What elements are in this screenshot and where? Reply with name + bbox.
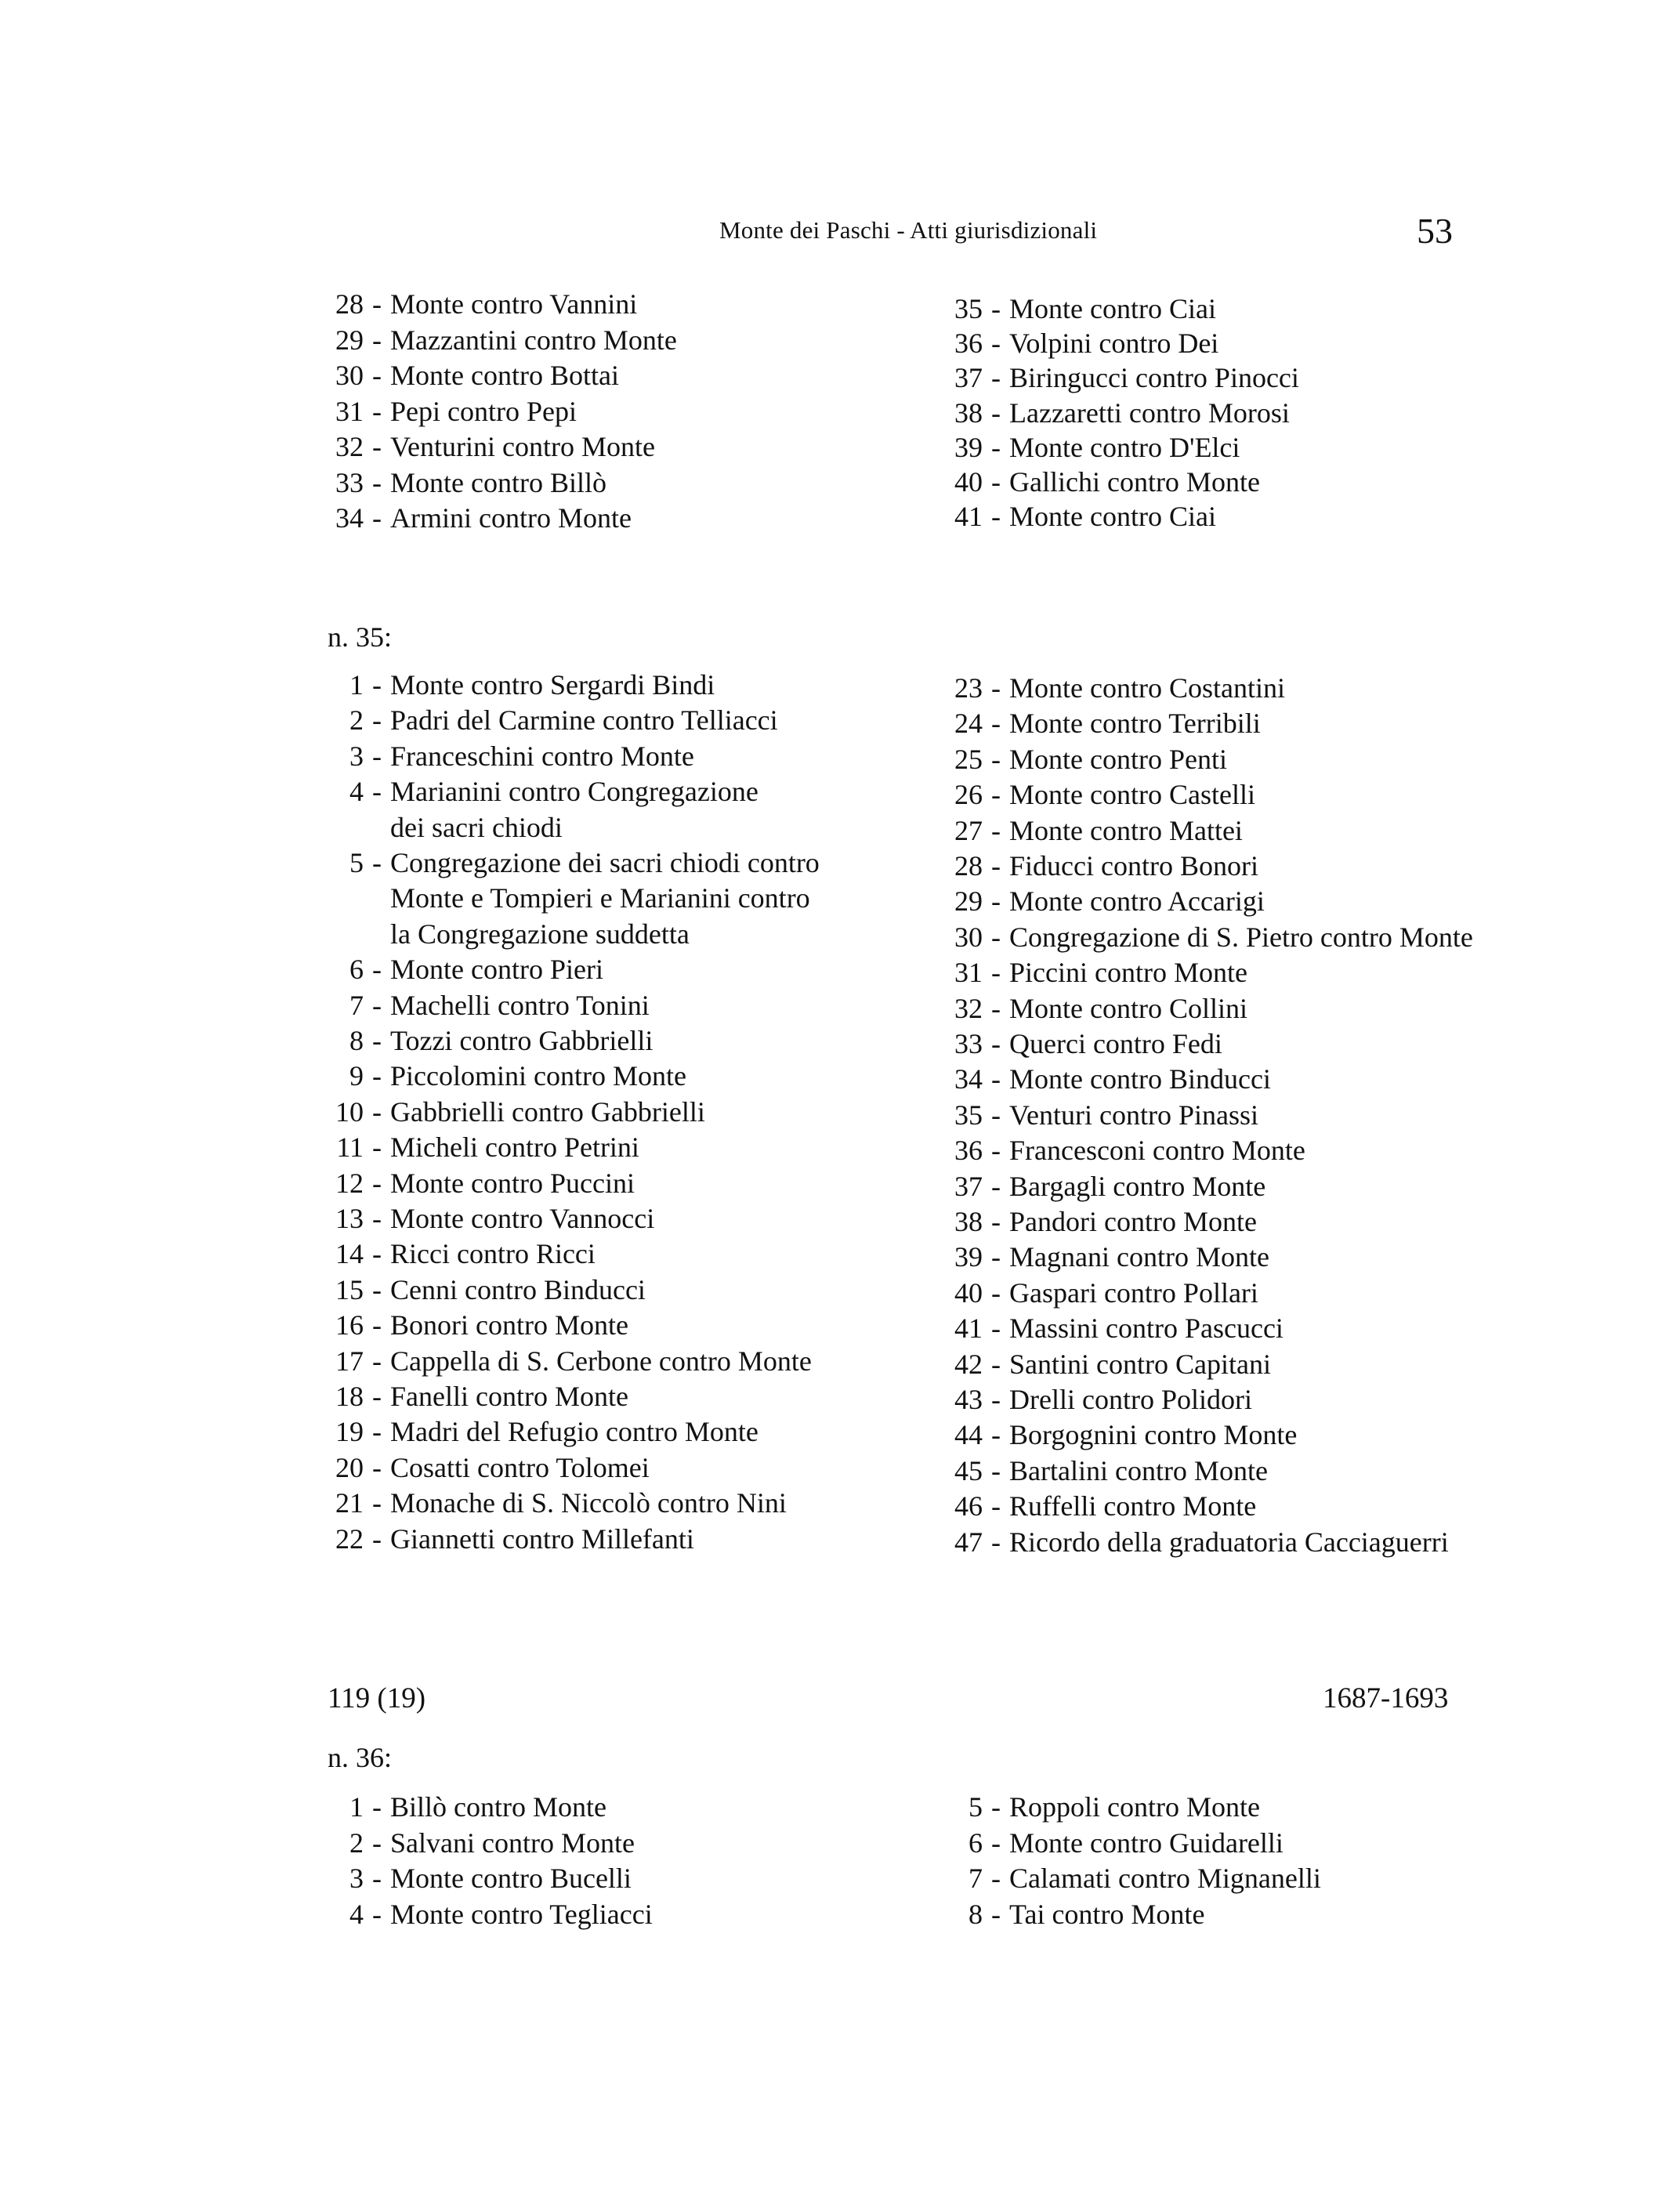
section-35-label: n. 35: [328, 621, 393, 653]
list-item [328, 1201, 654, 1237]
item-dash: - [372, 360, 382, 391]
list-item [328, 1486, 787, 1522]
item-text: Ruffelli contro Monte [1009, 1490, 1257, 1522]
list-item [947, 1311, 1284, 1347]
item-dash: - [991, 1099, 1001, 1131]
item-number: 36 [954, 1135, 983, 1167]
list-item [328, 1308, 628, 1344]
item-text: Volpini contro Dei [1009, 328, 1219, 360]
list-item [947, 396, 1290, 432]
item-dash: - [372, 1451, 382, 1483]
item-text: Monte contro Terribili [1009, 708, 1261, 740]
item-dash: - [372, 1238, 382, 1270]
item-dash: - [991, 1384, 1001, 1415]
item-text: Armini contro Monte [390, 502, 632, 534]
item-number: 43 [954, 1384, 983, 1415]
item-number: 33 [954, 1028, 983, 1059]
item-text: Monte contro Sergardi Bindi [390, 669, 715, 701]
item-dash: - [372, 431, 382, 462]
list-item [947, 291, 1216, 328]
item-number: 31 [335, 395, 364, 427]
list-item [947, 1790, 1260, 1826]
item-text: Micheli contro Petrini [390, 1131, 639, 1164]
item-number: 18 [335, 1381, 364, 1412]
volume-id: 119 (19) [328, 1682, 426, 1714]
item-text: Venturi contro Pinassi [1009, 1099, 1258, 1131]
list-item [328, 739, 694, 775]
item-number: 30 [335, 360, 364, 391]
item-number: 24 [954, 708, 983, 740]
item-text: la Congregazione suddetta [390, 918, 690, 950]
item-number: 4 [349, 776, 364, 808]
item-number: 33 [335, 466, 364, 498]
list-item [947, 1826, 1284, 1862]
list-item [947, 1169, 1265, 1205]
list-item [947, 1417, 1297, 1454]
list-item [328, 501, 632, 537]
item-text: Ricordo della graduatoria Cacciaguerri [1009, 1526, 1449, 1558]
list-item [328, 1379, 628, 1415]
item-text: Monte contro Mattei [1009, 814, 1243, 846]
item-text: Salvani contro Monte [390, 1827, 635, 1859]
item-dash: - [372, 1167, 382, 1199]
item-number: 34 [335, 502, 364, 534]
list-item [947, 326, 1218, 362]
item-text: Magnani contro Monte [1009, 1241, 1269, 1273]
list-item [328, 394, 577, 430]
running-head: Monte dei Paschi - Atti giurisdizionali [719, 216, 1098, 244]
item-number: 6 [349, 954, 364, 986]
list-item [947, 1204, 1257, 1240]
list-item [947, 1897, 1204, 1933]
item-number: 9 [349, 1060, 364, 1092]
item-number: 25 [954, 743, 983, 775]
list-item [328, 845, 820, 882]
item-text: Monte contro Puccini [390, 1167, 635, 1199]
item-dash: - [372, 1309, 382, 1341]
item-text: Drelli contro Polidori [1009, 1384, 1252, 1415]
item-text: Gaspari contro Pollari [1009, 1276, 1258, 1309]
section-36-label: n. 36: [328, 1742, 393, 1773]
list-item [947, 1062, 1271, 1098]
list-item [947, 1347, 1271, 1383]
list-item [328, 1130, 639, 1166]
item-dash: - [372, 954, 382, 986]
item-text: Borgognini contro Monte [1009, 1419, 1298, 1451]
item-number: 23 [954, 672, 983, 704]
item-text: Fanelli contro Monte [390, 1381, 628, 1412]
item-dash: - [991, 885, 1001, 918]
item-text: Franceschini contro Monte [390, 740, 694, 772]
item-dash: - [372, 1487, 382, 1519]
item-dash: - [991, 396, 1001, 429]
list-item [328, 1023, 653, 1059]
item-text: Biringucci contro Pinocci [1009, 362, 1299, 394]
item-dash: - [991, 743, 1001, 775]
item-text: Monte contro Billò [390, 466, 606, 498]
item-dash: - [991, 1312, 1001, 1345]
list-item [328, 1166, 635, 1202]
item-number: 12 [335, 1167, 364, 1199]
item-dash: - [991, 501, 1001, 533]
list-item [947, 1382, 1252, 1418]
item-dash: - [372, 502, 382, 534]
item-number: 5 [349, 847, 364, 878]
list-item [947, 465, 1260, 501]
item-number: 21 [335, 1487, 364, 1519]
item-number: 3 [349, 740, 364, 772]
item-text: Monte contro Bottai [390, 360, 619, 391]
list-item [947, 991, 1247, 1027]
item-text: Ricci contro Ricci [390, 1238, 596, 1270]
item-text: Roppoli contro Monte [1009, 1791, 1260, 1823]
item-text: dei sacri chiodi [390, 811, 563, 843]
item-text: Piccini contro Monte [1009, 957, 1247, 989]
item-text: Monte e Tompieri e Marianini contro [390, 882, 810, 914]
item-number: 8 [349, 1025, 364, 1056]
list-item [947, 1454, 1268, 1490]
item-dash: - [991, 814, 1001, 846]
list-item [947, 849, 1258, 885]
item-dash: - [372, 1863, 382, 1894]
item-text: Calamati contro Mignanelli [1009, 1863, 1321, 1894]
item-number: 40 [954, 1276, 983, 1309]
item-dash: - [991, 1241, 1001, 1273]
item-text: Gallichi contro Monte [1009, 466, 1260, 498]
list-item [328, 429, 655, 465]
item-dash: - [372, 1791, 382, 1823]
item-text: Massini contro Pascucci [1009, 1312, 1284, 1345]
item-text: Monte contro Vannini [390, 288, 638, 320]
item-dash: - [372, 1381, 382, 1412]
item-text: Fiducci contro Bonori [1009, 850, 1258, 882]
item-dash: - [372, 288, 382, 320]
item-dash: - [372, 1025, 382, 1056]
item-dash: - [372, 1131, 382, 1164]
item-text: Madri del Refugio contro Monte [390, 1416, 759, 1448]
list-item [947, 742, 1227, 778]
list-item [328, 881, 810, 917]
item-text: Congregazione di S. Pietro contro Monte [1009, 921, 1473, 953]
item-number: 2 [349, 704, 364, 737]
list-item [947, 1861, 1321, 1897]
item-text: Monte contro Ciai [1009, 293, 1216, 324]
item-text: Lazzaretti contro Morosi [1009, 396, 1290, 429]
item-dash: - [991, 1419, 1001, 1451]
item-text: Monte contro Pieri [390, 954, 603, 986]
item-text: Pepi contro Pepi [390, 395, 577, 427]
item-dash: - [991, 1028, 1001, 1059]
list-item [328, 1059, 686, 1095]
item-dash: - [372, 1522, 382, 1555]
item-text: Monte contro Vannocci [390, 1203, 655, 1234]
list-item [947, 499, 1216, 535]
item-dash: - [991, 1827, 1001, 1859]
item-dash: - [991, 921, 1001, 953]
item-dash: - [991, 850, 1001, 882]
item-number: 29 [335, 324, 364, 356]
item-number: 32 [335, 431, 364, 462]
item-number: 7 [349, 989, 364, 1021]
item-number: 26 [954, 779, 983, 811]
item-number: 17 [335, 1345, 364, 1377]
list-item [328, 952, 603, 988]
list-item [328, 668, 715, 704]
list-item [947, 671, 1285, 707]
item-number: 19 [335, 1416, 364, 1448]
item-number: 36 [954, 328, 983, 360]
item-text: Piccolomini contro Monte [390, 1060, 686, 1092]
item-dash: - [372, 1827, 382, 1859]
item-text: Monte contro Ciai [1009, 501, 1216, 533]
list-item [328, 1414, 759, 1450]
list-item [328, 703, 778, 739]
list-item [328, 287, 637, 323]
list-item [328, 1522, 694, 1558]
item-dash: - [991, 1863, 1001, 1894]
item-number: 3 [349, 1863, 364, 1894]
item-number: 44 [954, 1419, 983, 1451]
page-number: 53 [1417, 211, 1453, 251]
item-dash: - [372, 669, 382, 701]
item-text: Machelli contro Tonini [390, 989, 650, 1021]
list-item [328, 358, 619, 394]
item-number: 30 [954, 921, 983, 953]
item-dash: - [372, 1060, 382, 1092]
item-dash: - [991, 1490, 1001, 1522]
item-dash: - [991, 992, 1001, 1024]
item-number: 32 [954, 992, 983, 1024]
item-number: 1 [349, 669, 364, 701]
item-number: 45 [954, 1454, 983, 1486]
item-text: Monte contro Castelli [1009, 779, 1255, 811]
list-item [328, 323, 677, 359]
item-text: Monte contro Penti [1009, 743, 1227, 775]
list-item [328, 810, 563, 846]
item-text: Tozzi contro Gabbrielli [390, 1025, 654, 1056]
item-text: Monte contro Costantini [1009, 672, 1285, 704]
item-number: 46 [954, 1490, 983, 1522]
item-dash: - [372, 704, 382, 737]
item-dash: - [991, 466, 1001, 498]
item-text: Monte contro D'Elci [1009, 431, 1240, 463]
item-dash: - [991, 1791, 1001, 1823]
list-item [328, 1826, 635, 1862]
item-dash: - [372, 1203, 382, 1234]
item-dash: - [991, 1526, 1001, 1558]
item-number: 28 [954, 850, 983, 882]
item-text: Bartalini contro Monte [1009, 1454, 1268, 1486]
item-text: Bargagli contro Monte [1009, 1170, 1266, 1202]
item-text: Giannetti contro Millefanti [390, 1522, 694, 1555]
list-item [947, 955, 1247, 991]
item-number: 15 [335, 1273, 364, 1305]
item-number: 39 [954, 431, 983, 463]
item-dash: - [372, 1898, 382, 1930]
item-number: 34 [954, 1063, 983, 1095]
item-number: 38 [954, 396, 983, 429]
item-dash: - [372, 1273, 382, 1305]
item-dash: - [372, 740, 382, 772]
list-item [947, 1240, 1269, 1276]
item-text: Venturini contro Monte [390, 431, 655, 462]
item-text: Querci contro Fedi [1009, 1028, 1222, 1059]
item-dash: - [991, 1898, 1001, 1930]
item-text: Cosatti contro Tolomei [390, 1451, 650, 1483]
item-dash: - [991, 431, 1001, 463]
item-dash: - [991, 708, 1001, 740]
list-item [947, 706, 1261, 742]
volume-years: 1687-1693 [1323, 1682, 1449, 1714]
item-number: 37 [954, 1170, 983, 1202]
list-item [947, 777, 1255, 813]
list-item [947, 1026, 1222, 1063]
item-number: 2 [349, 1827, 364, 1859]
item-number: 16 [335, 1309, 364, 1341]
list-item [328, 917, 690, 953]
item-text: Santini contro Capitani [1009, 1348, 1271, 1380]
item-number: 4 [349, 1898, 364, 1930]
item-number: 38 [954, 1206, 983, 1237]
list-item [947, 1098, 1258, 1134]
item-dash: - [991, 328, 1001, 360]
item-dash: - [991, 1063, 1001, 1095]
item-number: 5 [969, 1791, 983, 1823]
item-text: Marianini contro Congregazione [390, 776, 759, 808]
item-number: 41 [954, 1312, 983, 1345]
list-item [328, 1236, 596, 1273]
item-number: 42 [954, 1348, 983, 1380]
item-number: 6 [969, 1827, 983, 1859]
list-item [947, 813, 1243, 849]
item-text: Padri del Carmine contro Telliacci [390, 704, 778, 737]
item-dash: - [991, 1170, 1001, 1202]
item-dash: - [991, 1206, 1001, 1237]
list-item [328, 1450, 650, 1486]
item-dash: - [991, 1348, 1001, 1380]
item-number: 10 [335, 1095, 364, 1128]
item-number: 37 [954, 362, 983, 394]
item-dash: - [372, 989, 382, 1021]
list-item [947, 430, 1240, 466]
item-text: Monte contro Collini [1009, 992, 1247, 1024]
item-dash: - [372, 1095, 382, 1128]
item-number: 1 [349, 1791, 364, 1823]
item-dash: - [991, 293, 1001, 324]
item-dash: - [991, 779, 1001, 811]
list-item [328, 1897, 653, 1933]
list-item [328, 1344, 812, 1380]
item-text: Monte contro Guidarelli [1009, 1827, 1284, 1859]
list-item [947, 920, 1473, 956]
item-number: 7 [969, 1863, 983, 1894]
item-text: Congregazione dei sacri chiodi contro [390, 847, 820, 878]
list-item [328, 774, 759, 810]
item-dash: - [372, 1345, 382, 1377]
item-text: Gabbrielli contro Gabbrielli [390, 1095, 705, 1128]
item-text: Billò contro Monte [390, 1791, 606, 1823]
list-item [328, 1095, 705, 1131]
item-number: 40 [954, 466, 983, 498]
item-dash: - [991, 672, 1001, 704]
item-dash: - [991, 362, 1001, 394]
item-number: 13 [335, 1203, 364, 1234]
item-number: 27 [954, 814, 983, 846]
item-number: 20 [335, 1451, 364, 1483]
item-number: 11 [336, 1131, 364, 1164]
list-item [947, 1489, 1256, 1525]
list-item [328, 988, 650, 1024]
list-item [328, 1790, 606, 1826]
list-item [947, 1133, 1305, 1169]
item-dash: - [372, 466, 382, 498]
item-text: Tai contro Monte [1009, 1898, 1205, 1930]
item-text: Monte contro Tegliacci [390, 1898, 653, 1930]
item-text: Monte contro Accarigi [1009, 885, 1265, 918]
item-number: 47 [954, 1526, 983, 1558]
list-item [947, 360, 1299, 396]
item-dash: - [991, 1135, 1001, 1167]
item-dash: - [372, 324, 382, 356]
list-item [947, 1276, 1258, 1312]
item-text: Monache di S. Niccolò contro Nini [390, 1487, 787, 1519]
item-text: Monte contro Binducci [1009, 1063, 1271, 1095]
item-number: 28 [335, 288, 364, 320]
item-dash: - [991, 957, 1001, 989]
item-dash: - [372, 847, 382, 878]
list-item [947, 884, 1265, 920]
item-text: Bonori contro Monte [390, 1309, 628, 1341]
item-number: 41 [954, 501, 983, 533]
item-dash: - [991, 1454, 1001, 1486]
item-dash: - [991, 1276, 1001, 1309]
item-dash: - [372, 395, 382, 427]
item-text: Cappella di S. Cerbone contro Monte [390, 1345, 812, 1377]
item-number: 22 [335, 1522, 364, 1555]
item-text: Pandori contro Monte [1009, 1206, 1257, 1237]
item-text: Mazzantini contro Monte [390, 324, 677, 356]
item-dash: - [372, 776, 382, 808]
item-text: Cenni contro Binducci [390, 1273, 646, 1305]
item-number: 35 [954, 1099, 983, 1131]
list-item [328, 465, 606, 501]
list-item [328, 1273, 646, 1309]
item-number: 39 [954, 1241, 983, 1273]
item-text: Monte contro Bucelli [390, 1863, 632, 1894]
item-dash: - [372, 1416, 382, 1448]
item-number: 14 [335, 1238, 364, 1270]
list-item [947, 1525, 1449, 1561]
item-number: 35 [954, 293, 983, 324]
item-text: Francesconi contro Monte [1009, 1135, 1305, 1167]
list-item [328, 1861, 632, 1897]
item-number: 8 [969, 1898, 983, 1930]
item-number: 31 [954, 957, 983, 989]
item-number: 29 [954, 885, 983, 918]
